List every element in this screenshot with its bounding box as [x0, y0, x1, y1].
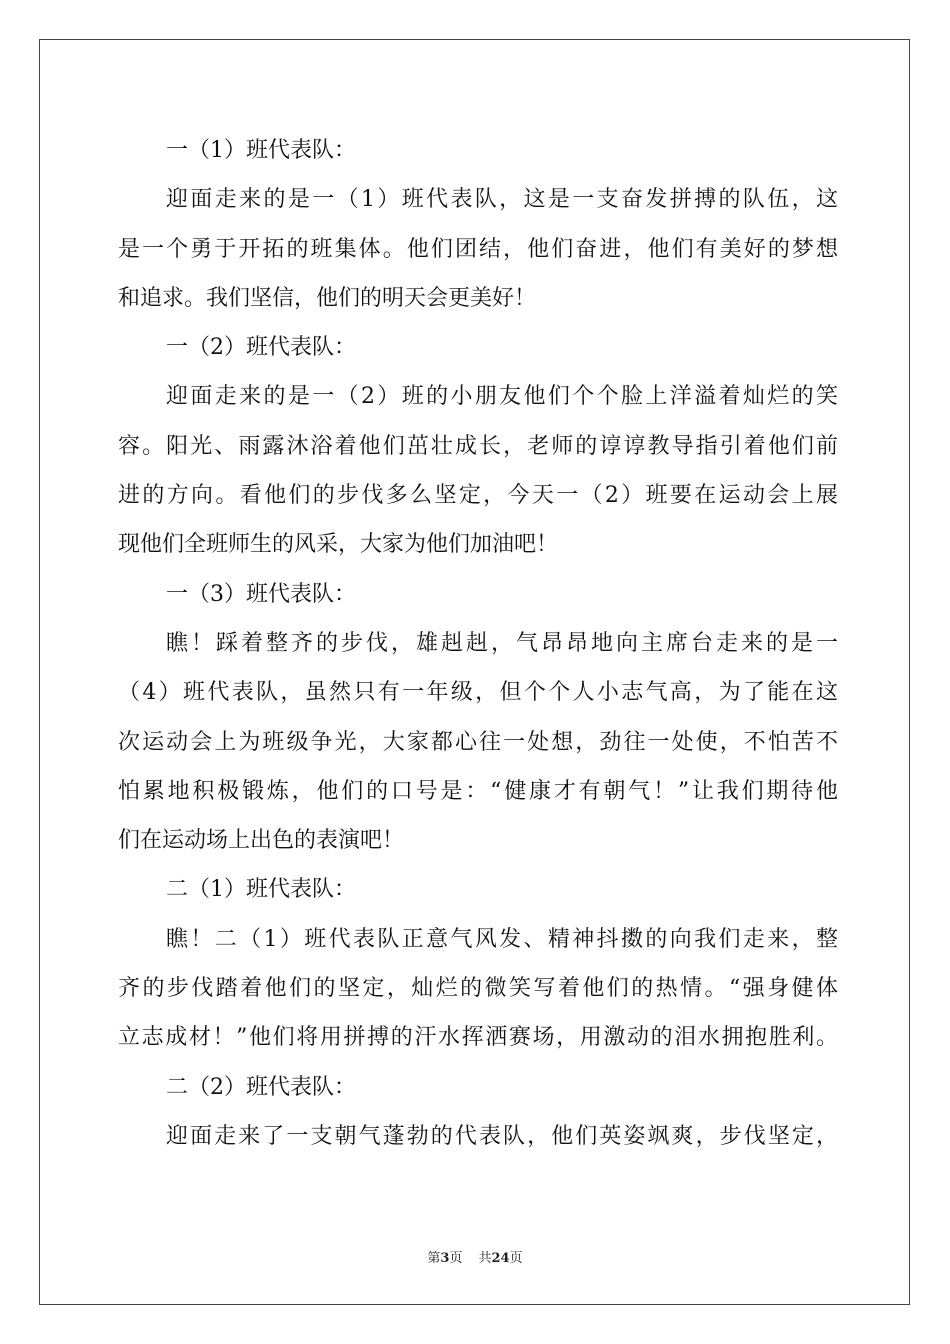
- page-prefix: 第: [427, 1251, 441, 1266]
- paragraph-line: 迎面走来了一支朝气蓬勃的代表队，他们英姿飒爽，步伐坚定，: [166, 1123, 838, 1149]
- heading-class-1-3: 一（3）班代表队：: [166, 581, 356, 607]
- paragraph-line: 是一个勇于开拓的班集体。他们团结，他们奋进，他们有美好的梦想: [118, 236, 838, 262]
- paragraph-line: 齐的步伐踏着他们的坚定，灿烂的微笑写着他们的热情。“强身健体: [118, 976, 838, 1002]
- page-number: 3: [440, 1251, 450, 1266]
- paragraph-line: 迎面走来的是一（1）班代表队，这是一支奋发拼搏的队伍，这: [166, 187, 838, 213]
- heading-class-1-1: 一（1）班代表队：: [166, 138, 356, 163]
- paragraph-line: 容。阳光、雨露沐浴着他们茁壮成长，老师的谆谆教导指引着他们前: [118, 433, 838, 459]
- paragraph-line: （4）班代表队，虽然只有一年级，但个个人小志气高，为了能在这: [118, 680, 838, 706]
- paragraph-line: 瞧！踩着整齐的步伐，雄赳赳，气昂昂地向主席台走来的是一: [166, 630, 838, 656]
- paragraph-line: 进的方向。看他们的步伐多么坚定，今天一（2）班要在运动会上展: [118, 483, 838, 509]
- total-prefix: 共: [478, 1251, 492, 1266]
- paragraph-line: 瞧！二（1）班代表队正意气风发、精神抖擞的向我们走来，整: [166, 926, 838, 952]
- paragraph-line: 立志成材！”他们将用拼搏的汗水挥洒赛场，用激动的泪水拥抱胜利。: [118, 1025, 838, 1051]
- paragraph-line: 现他们全班师生的风采，大家为他们加油吧！: [118, 532, 559, 558]
- paragraph-line: 迎面走来的是一（2）班的小朋友他们个个脸上洋溢着灿烂的笑: [166, 384, 838, 410]
- total-pages: 24: [491, 1251, 510, 1266]
- paragraph-line: 次运动会上为班级争光，大家都心往一处想，劲往一处使，不怕苦不: [118, 729, 838, 755]
- heading-class-1-2: 一（2）班代表队：: [166, 335, 356, 361]
- paragraph-line: 和追求。我们坚信，他们的明天会更美好！: [118, 285, 537, 311]
- page-footer: [0, 1247, 950, 1266]
- heading-class-2-2: 二（2）班代表队：: [166, 1074, 356, 1100]
- paragraph-line: 怕累地积极锻炼，他们的口号是：“健康才有朝气！”让我们期待他: [118, 778, 838, 804]
- page-suffix: 页: [449, 1251, 463, 1266]
- paragraph-line: 们在运动场上出色的表演吧！: [118, 828, 405, 854]
- heading-class-2-1: 二（1）班代表队：: [166, 877, 356, 903]
- document-body: [118, 126, 838, 1161]
- total-suffix: 页: [509, 1251, 523, 1266]
